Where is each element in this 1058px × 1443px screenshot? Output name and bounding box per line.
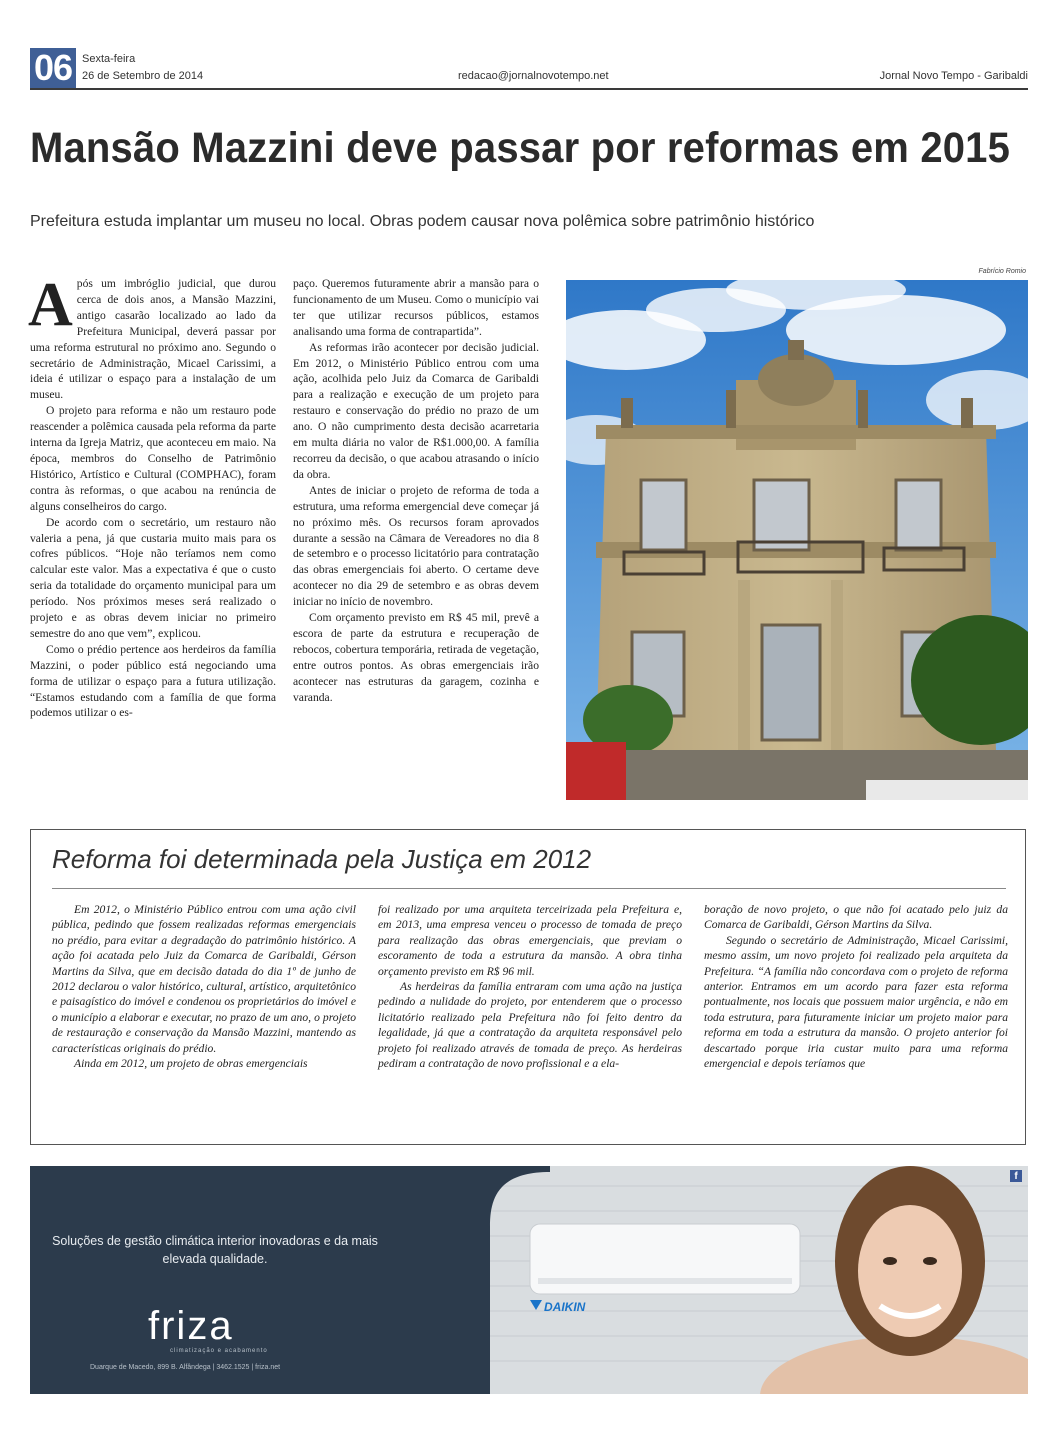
- sidebar-paragraph: Em 2012, o Ministério Público entrou com uma ação civil pública, pedindo que fossem realizadas reformas emergenciais no prédio, para evitar a degradação do patrimônio histórico. A ação foi acatada pelo Juiz da Comarca de Garibaldi, Gérson Martins da Silva, que em decisão datada do dia 1º de junho de 2012 declarou o valor histórico, cultural, artístico, arquitetônico e paisagístico do imóvel e condenou os proprietários do imóvel e o município a elaborar e executar, no prazo de um ano, o projeto de restauração e conservação da Mansão Mazzini, mantendo as características originais do prédio.: [52, 903, 356, 1055]
- sidebar-paragraph: Segundo o secretário de Administração, Micael Carissimi, mesmo assim, um novo projeto foi realizado pela arquiteta da Prefeitura. “A família não concordava com o projeto de reforma anterior. Entramos em um acordo para fazer esta reforma pontualmente, nos locais que possuem maior urgência, e não em toda estrutura, para futuramente iniciar um projeto maior para reforma em toda a estrutura da mansão. O projeto anterior foi descartado porque iria custar muito para uma reforma emergencial e depois teríamos que: [704, 933, 1008, 1071]
- article-column-2: [293, 276, 539, 705]
- header-email[interactable]: redacao@jornalnovotempo.net: [458, 70, 609, 82]
- mansion-illustration: [566, 280, 1028, 800]
- article-column-1: [28, 271, 276, 721]
- sidebar-paragraph: As herdeiras da família entraram com uma ação na justiça pedindo a nulidade do projeto, por entenderem que o processo licitatório realizado pela Prefeitura não foi feito dentro da legalidade, já que a contratação da arquiteta responsável pelo projeto foi realizado através de tomada de preço. As herdeiras pediram a contratação de novo profissional e a ela-: [378, 980, 682, 1071]
- photo-credit: Fabrício Romio: [978, 268, 1026, 275]
- header-rule: [30, 88, 1028, 90]
- article-paragraph: Antes de iniciar o projeto de reforma de toda a estrutura, uma reforma emergencial deve começar já no próximo mês. Os recursos foram aprovados durante a sessão na Câmara de Vereadores no dia 8 de setembro e o processo licitatório para contratação das obras emergenciais foi aberto. O certame deve acontecer no dia 29 de setembro e as obras devem iniciar no início de novembro.: [293, 483, 539, 609]
- article-paragraph: Com orçamento previsto em R$ 45 mil, prevê a escora de parte da estrutura e recuperação de rebocos, cobertura temporária, retirada de vegetação, entre outros pontos. As obras emergenciais irão acontecer nas estruturas da garagem, cozinha e varanda.: [293, 611, 539, 704]
- article-paragraph: pós um imbróglio judicial, que durou cerca de dois anos, a Mansão Mazzini, antigo casarão localizado ao lado da Prefeitura Municipal, deverá passar por uma reforma estrutural no próximo ano. Segundo o secretário de Administração, Micael Carissimi, a ideia é utilizar o espaço para a instalação de um museu.: [30, 277, 276, 402]
- drop-cap: A: [28, 271, 73, 339]
- sidebar-column-2: [378, 902, 682, 1071]
- ad-contact-info: Duarque de Macedo, 899 B. Alfândega | 3462.1525 | friza.net: [90, 1364, 281, 1371]
- sidebar-paragraph: Ainda em 2012, um projeto de obras emergenciais: [74, 1057, 308, 1071]
- header-newspaper-name: Jornal Novo Tempo - Garibaldi: [879, 70, 1028, 82]
- sidebar-column-1: [52, 902, 356, 1071]
- sidebar-column-3: [704, 902, 1008, 1071]
- article-subheadline: Prefeitura estuda implantar um museu no local. Obras podem causar nova polêmica sobre patrimônio histórico: [30, 213, 815, 230]
- header-day: Sexta-feira: [82, 53, 136, 65]
- sidebar-paragraph: boração de novo projeto, o que não foi acatado pelo juiz da Comarca de Garibaldi, Gérson Martins da Silva.: [704, 903, 1008, 932]
- article-paragraph: De acordo com o secretário, um restauro não valeria a pena, já que custaria muito mais para os cofres públicos. “Hoje não teríamos nem como calcular este valor. Mas a expectativa é que o custo seria da totalidade do orçamento municipal para um período. Nos próximos meses será realizado o projeto e as obras devem iniciar no primeiro semestre do ano que vem”, explicou.: [30, 515, 276, 640]
- daikin-logo: DAIKIN: [544, 1300, 586, 1314]
- ad-artwork: [30, 1166, 1028, 1394]
- sidebar-title-rule: [52, 888, 1006, 889]
- friza-advertisement[interactable]: [30, 1166, 1028, 1394]
- ad-tagline: Soluções de gestão climática interior inovadoras e da mais elevada qualidade.: [52, 1234, 378, 1266]
- header-date: 26 de Setembro de 2014: [82, 70, 204, 82]
- article-paragraph: O projeto para reforma e não um restauro pode reascender a polêmica causada pela reforma da parte interna da Igreja Matriz, que aconteceu em maio. Na época, membros do Conselho de Patrimônio Histórico, Artístico e Cultural (COMPHAC), foram contra às reformas, o que acabou na renúncia de alguns conselheiros do cargo.: [30, 404, 276, 513]
- article-headline: Mansão Mazzini deve passar por reformas em 2015: [30, 124, 1011, 172]
- article-paragraph: paço. Queremos futuramente abrir a mansão para o funcionamento de um Museu. Como o município vai ter que utilizar recursos públicos, estamos analisando uma forma de contrapartida”.: [293, 277, 539, 338]
- article-paragraph: As reformas irão acontecer por decisão judicial. Em 2012, o Ministério Público entrou com uma ação, acolhida pelo Juiz da Comarca de Garibaldi para a realização e execução de um projeto para restauro e conservação do prédio no prazo de um ano. O não cumprimento desta decisão acarretaria em multa diária no valor de R$1.000,00. A família recorreu da decisão, o que acabou atrasando o início da obra.: [293, 340, 539, 481]
- friza-logo: friza: [148, 1304, 234, 1348]
- sidebar-paragraph: foi realizado por uma arquiteta terceirizada pela Prefeitura e, em 2013, uma empresa venceu o processo de tomada de preço para realização das obras emergenciais, que previam o escoramento de toda a estrutura da mansão. A obra tinha orçamento previsto em R$ 96 mil.: [378, 903, 682, 978]
- article-paragraph: Como o prédio pertence aos herdeiros da família Mazzini, o poder público está negociando uma forma de utilizar o espaço para a futura utilização. “Estamos estudando com a família de que forma podemos utilizar o es-: [30, 642, 276, 720]
- page-number: 06: [30, 48, 76, 88]
- mansion-photo: [566, 280, 1028, 800]
- friza-logo-subtitle: climatização e acabamento: [170, 1348, 268, 1354]
- facebook-icon[interactable]: f: [1010, 1170, 1022, 1182]
- sidebar-title: Reforma foi determinada pela Justiça em 2012: [52, 844, 592, 874]
